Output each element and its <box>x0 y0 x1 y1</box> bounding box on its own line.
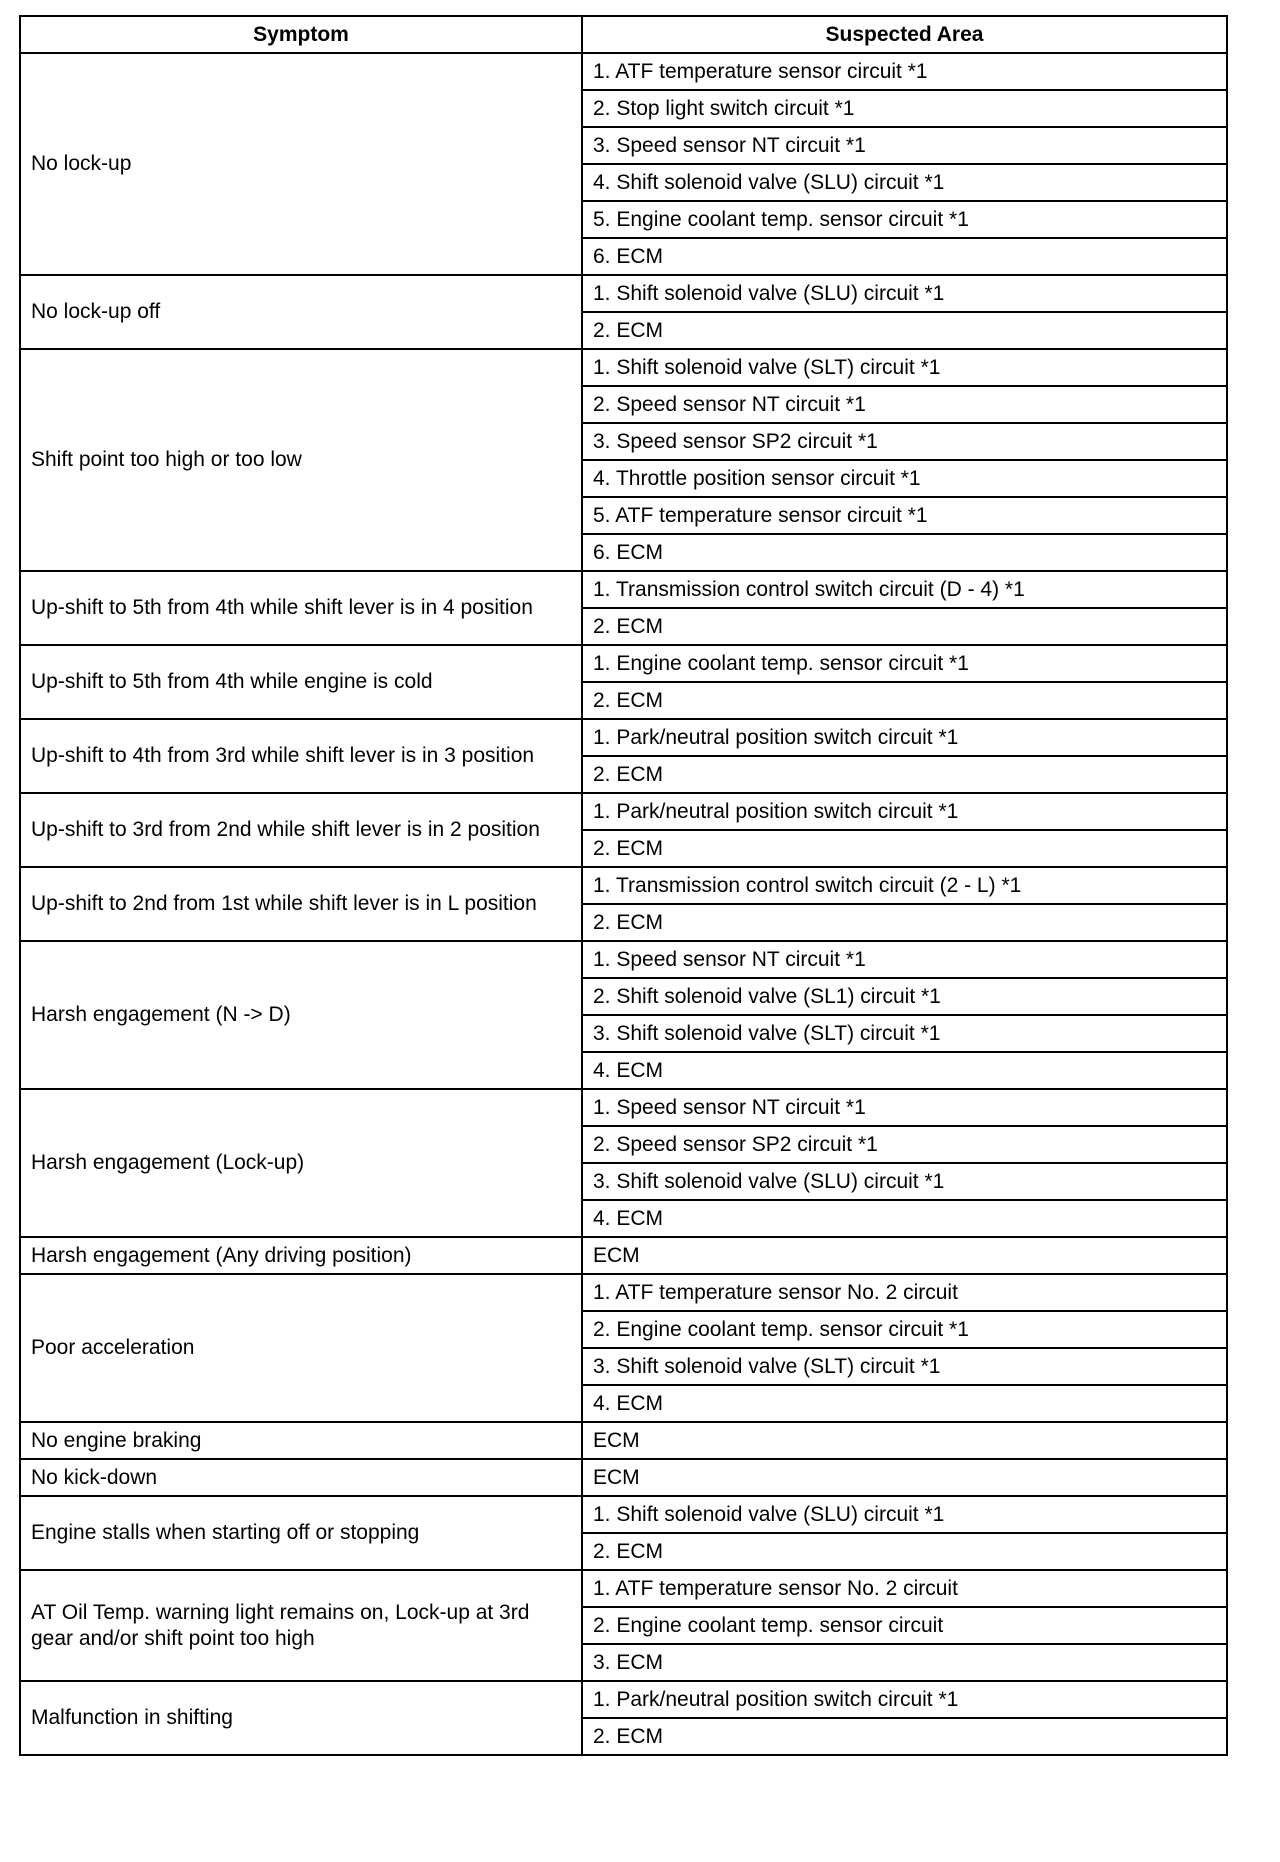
suspected-area-cell: 2. Speed sensor SP2 circuit *1 <box>582 1126 1227 1163</box>
suspected-area-cell: 1. Park/neutral position switch circuit *1 <box>582 793 1227 830</box>
suspected-area-cell: 1. Engine coolant temp. sensor circuit *1 <box>582 645 1227 682</box>
suspected-area-cell: 2. ECM <box>582 682 1227 719</box>
header-symptom: Symptom <box>20 16 582 53</box>
table-row <box>20 1459 1227 1496</box>
symptom-cell: No engine braking <box>20 1422 582 1459</box>
suspected-area-cell: 5. Engine coolant temp. sensor circuit *1 <box>582 201 1227 238</box>
suspected-area-cell: ECM <box>582 1422 1227 1459</box>
symptom-table <box>19 15 1228 1756</box>
table-row <box>20 719 1227 756</box>
suspected-area-cell: 5. ATF temperature sensor circuit *1 <box>582 497 1227 534</box>
suspected-area-cell: 2. Speed sensor NT circuit *1 <box>582 386 1227 423</box>
suspected-area-cell: 2. ECM <box>582 756 1227 793</box>
suspected-area-cell: 1. Park/neutral position switch circuit *1 <box>582 719 1227 756</box>
symptom-cell: Harsh engagement (N -> D) <box>20 941 582 1089</box>
suspected-area-cell: 3. Shift solenoid valve (SLT) circuit *1 <box>582 1348 1227 1385</box>
table-row <box>20 645 1227 682</box>
symptom-cell: No lock-up <box>20 53 582 275</box>
suspected-area-cell: 4. ECM <box>582 1052 1227 1089</box>
suspected-area-cell: 1. ATF temperature sensor No. 2 circuit <box>582 1274 1227 1311</box>
table-row <box>20 53 1227 90</box>
suspected-area-cell: 3. Speed sensor NT circuit *1 <box>582 127 1227 164</box>
suspected-area-cell: 1. Transmission control switch circuit (2 - L) *1 <box>582 867 1227 904</box>
suspected-area-cell: 1. Park/neutral position switch circuit *1 <box>582 1681 1227 1718</box>
symptom-cell: Malfunction in shifting <box>20 1681 582 1755</box>
header-row <box>20 16 1227 53</box>
suspected-area-cell: 2. ECM <box>582 904 1227 941</box>
symptom-cell: Up-shift to 5th from 4th while shift lever is in 4 position <box>20 571 582 645</box>
suspected-area-cell: 2. ECM <box>582 608 1227 645</box>
table-row <box>20 1570 1227 1607</box>
suspected-area-cell: 4. Throttle position sensor circuit *1 <box>582 460 1227 497</box>
suspected-area-cell: 2. Engine coolant temp. sensor circuit *1 <box>582 1311 1227 1348</box>
suspected-area-cell: 3. Shift solenoid valve (SLU) circuit *1 <box>582 1163 1227 1200</box>
suspected-area-cell: 4. Shift solenoid valve (SLU) circuit *1 <box>582 164 1227 201</box>
suspected-area-cell: 1. Shift solenoid valve (SLU) circuit *1 <box>582 1496 1227 1533</box>
suspected-area-cell: 2. Engine coolant temp. sensor circuit <box>582 1607 1227 1644</box>
suspected-area-cell: 4. ECM <box>582 1200 1227 1237</box>
table-row <box>20 941 1227 978</box>
suspected-area-cell: 3. ECM <box>582 1644 1227 1681</box>
table-row <box>20 1496 1227 1533</box>
table-row <box>20 571 1227 608</box>
table-row <box>20 867 1227 904</box>
suspected-area-cell: 3. Speed sensor SP2 circuit *1 <box>582 423 1227 460</box>
table-row <box>20 1089 1227 1126</box>
suspected-area-cell: 3. Shift solenoid valve (SLT) circuit *1 <box>582 1015 1227 1052</box>
symptom-cell: Engine stalls when starting off or stopping <box>20 1496 582 1570</box>
suspected-area-cell: 1. Shift solenoid valve (SLU) circuit *1 <box>582 275 1227 312</box>
table-row <box>20 1274 1227 1311</box>
table-row <box>20 793 1227 830</box>
suspected-area-cell: ECM <box>582 1459 1227 1496</box>
suspected-area-cell: 4. ECM <box>582 1385 1227 1422</box>
suspected-area-cell: 2. ECM <box>582 1718 1227 1755</box>
suspected-area-cell: 1. Transmission control switch circuit (D - 4) *1 <box>582 571 1227 608</box>
symptom-cell: Up-shift to 4th from 3rd while shift lever is in 3 position <box>20 719 582 793</box>
symptom-cell: Harsh engagement (Lock-up) <box>20 1089 582 1237</box>
suspected-area-cell: 2. ECM <box>582 830 1227 867</box>
table-row <box>20 1681 1227 1718</box>
header-suspected-area: Suspected Area <box>582 16 1227 53</box>
table-row <box>20 349 1227 386</box>
suspected-area-cell: 6. ECM <box>582 238 1227 275</box>
table-row <box>20 1422 1227 1459</box>
suspected-area-cell: 2. Shift solenoid valve (SL1) circuit *1 <box>582 978 1227 1015</box>
symptom-cell: Harsh engagement (Any driving position) <box>20 1237 582 1274</box>
suspected-area-cell: 6. ECM <box>582 534 1227 571</box>
symptom-cell: AT Oil Temp. warning light remains on, Lock-up at 3rd gear and/or shift point too high <box>20 1570 582 1681</box>
symptom-cell: Up-shift to 5th from 4th while engine is cold <box>20 645 582 719</box>
suspected-area-cell: 2. ECM <box>582 312 1227 349</box>
suspected-area-cell: 1. Speed sensor NT circuit *1 <box>582 941 1227 978</box>
suspected-area-cell: 1. ATF temperature sensor circuit *1 <box>582 53 1227 90</box>
suspected-area-cell: 2. ECM <box>582 1533 1227 1570</box>
suspected-area-cell: 1. ATF temperature sensor No. 2 circuit <box>582 1570 1227 1607</box>
table-row <box>20 275 1227 312</box>
suspected-area-cell: 1. Speed sensor NT circuit *1 <box>582 1089 1227 1126</box>
symptom-cell: No kick-down <box>20 1459 582 1496</box>
symptom-cell: No lock-up off <box>20 275 582 349</box>
symptom-cell: Poor acceleration <box>20 1274 582 1422</box>
symptom-cell: Up-shift to 2nd from 1st while shift lever is in L position <box>20 867 582 941</box>
table-row <box>20 1237 1227 1274</box>
suspected-area-cell: ECM <box>582 1237 1227 1274</box>
suspected-area-cell: 2. Stop light switch circuit *1 <box>582 90 1227 127</box>
suspected-area-cell: 1. Shift solenoid valve (SLT) circuit *1 <box>582 349 1227 386</box>
symptom-cell: Up-shift to 3rd from 2nd while shift lever is in 2 position <box>20 793 582 867</box>
symptom-cell: Shift point too high or too low <box>20 349 582 571</box>
table-body <box>20 53 1227 1755</box>
